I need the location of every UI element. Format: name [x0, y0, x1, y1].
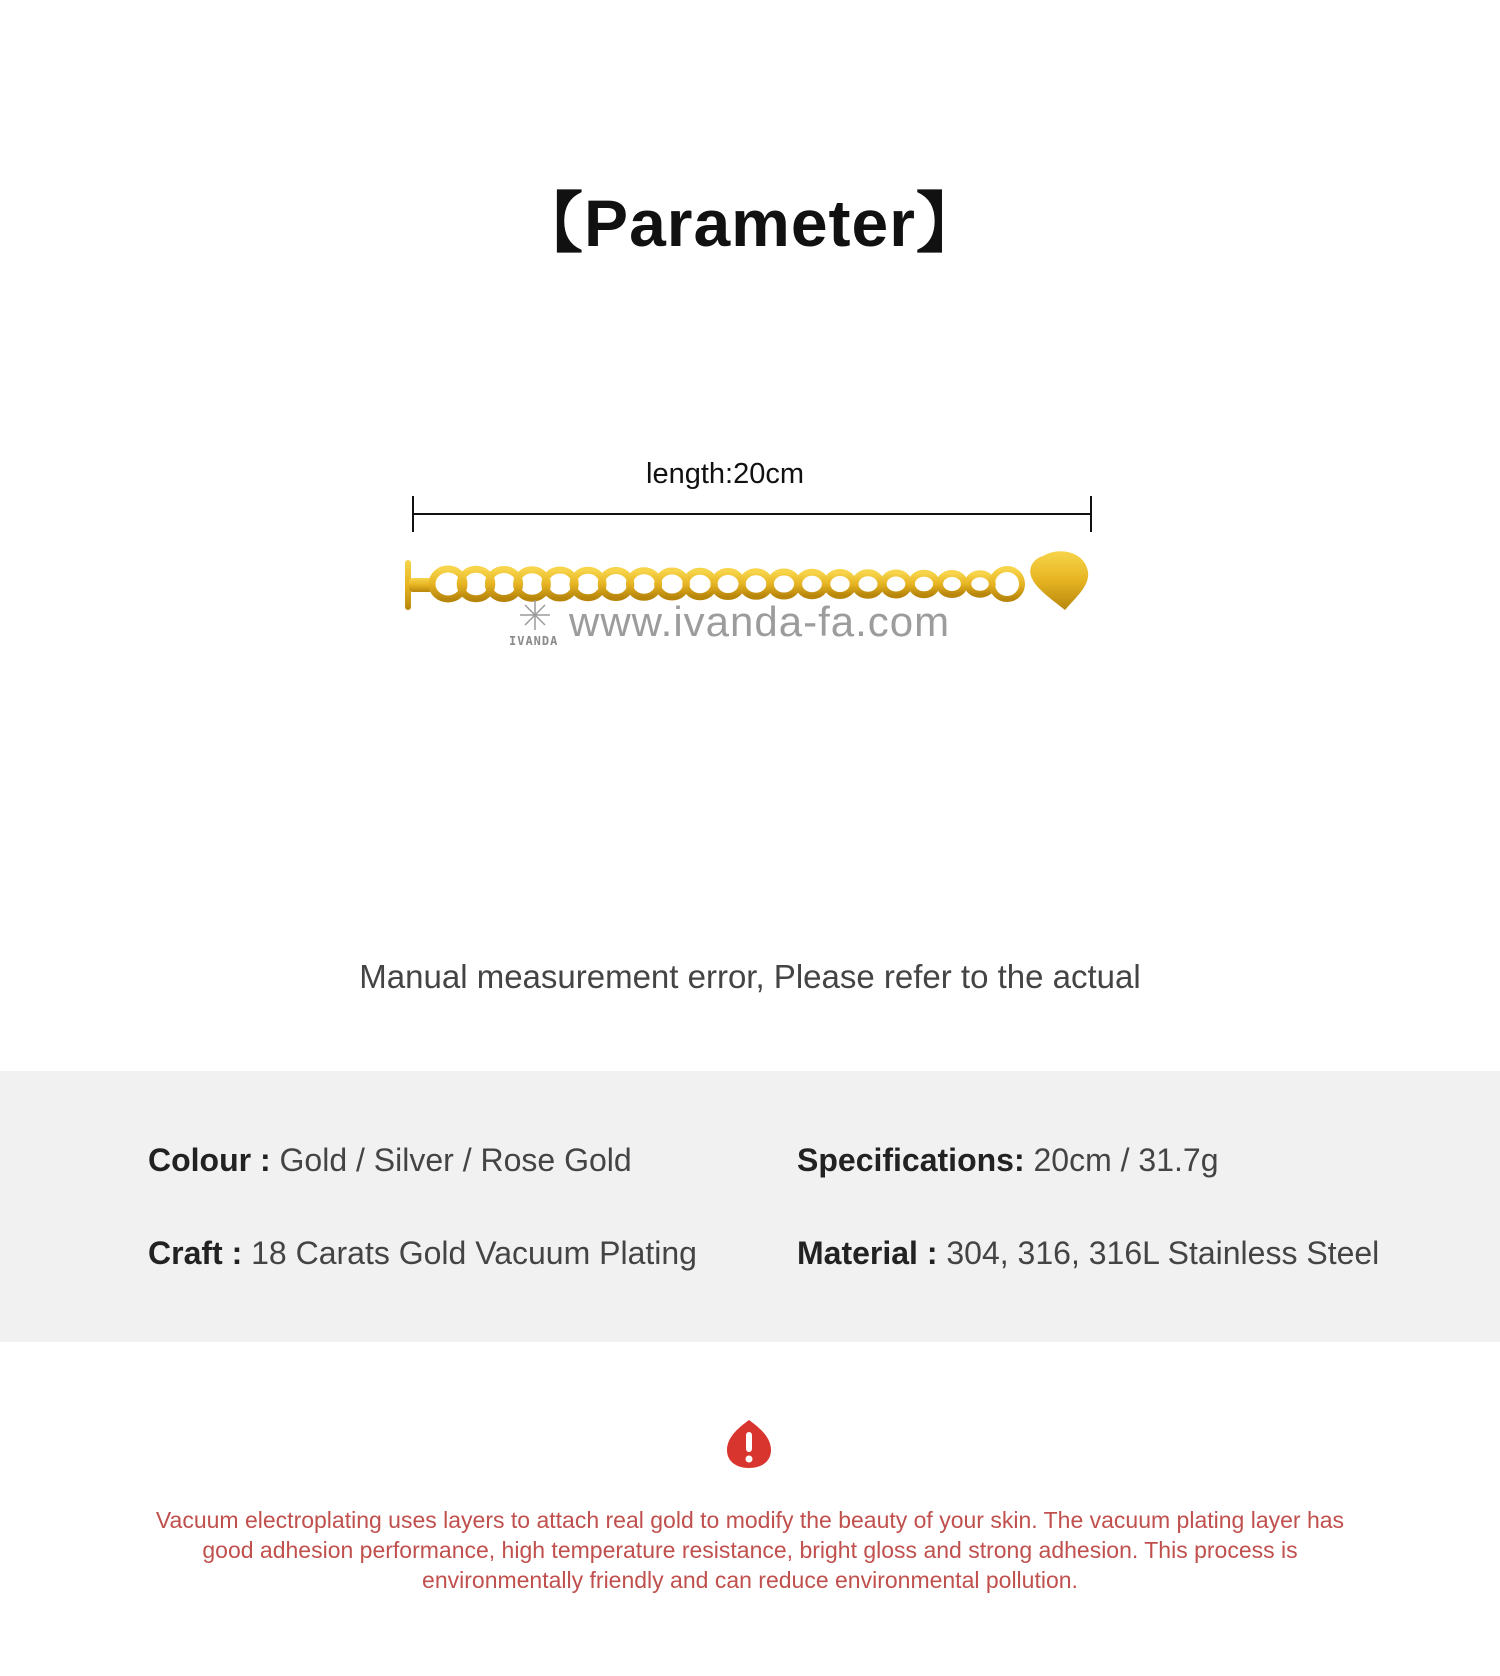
chain-link — [686, 571, 714, 597]
chain-link — [714, 572, 742, 597]
spec-colour-value: Gold / Silver / Rose Gold — [270, 1142, 632, 1178]
spec-craft-value: 18 Carats Gold Vacuum Plating — [242, 1235, 697, 1271]
chain-links — [432, 569, 992, 599]
spec-colour — [148, 1142, 632, 1179]
spec-specifications — [797, 1142, 1219, 1179]
measurement-note: Manual measurement error, Please refer to the actual — [359, 958, 1141, 995]
exclamation-icon — [725, 1418, 773, 1470]
spec-craft — [148, 1235, 697, 1272]
watermark-logo-text: IVANDA — [509, 634, 559, 648]
chain-link — [770, 572, 797, 596]
chain-link — [855, 573, 881, 596]
spec-specifications-label: Specifications: — [797, 1142, 1025, 1178]
dimension-line — [412, 496, 1092, 532]
chain-link — [799, 572, 826, 596]
heart-charm — [1030, 551, 1088, 610]
spec-material-label: Material : — [797, 1235, 938, 1271]
watermark — [505, 596, 965, 656]
spec-colour-label: Colour : — [148, 1142, 271, 1178]
spec-craft-label: Craft : — [148, 1235, 243, 1271]
chain-link — [742, 572, 770, 597]
dimension-tick-right — [1090, 496, 1092, 532]
spec-specifications-value: 20cm / 31.7g — [1024, 1142, 1219, 1178]
warning-description: Vacuum electroplating uses layers to attach real gold to modify the beauty of your skin. The vacuum plating layer has good adhesion performance, high temperature resistance, bright gloss and strong adhesion. This process is environmentally friendly and can reduce environmental pollution. — [155, 1507, 1345, 1593]
watermark-url: www.ivanda-fa.com — [569, 598, 951, 645]
spec-material — [797, 1235, 1379, 1272]
chain-link — [940, 574, 965, 595]
length-label: length:20cm — [646, 458, 804, 490]
jump-ring — [992, 569, 1022, 599]
chain-link — [827, 573, 853, 596]
dimension-bar — [412, 513, 1092, 515]
spec-material-value: 304, 316, 316L Stainless Steel — [937, 1235, 1380, 1271]
chain-link — [968, 574, 992, 595]
chain-link — [883, 573, 909, 595]
chain-link — [911, 573, 936, 595]
page-title: 【Parameter】 — [517, 186, 983, 260]
spec-band — [0, 1071, 1500, 1342]
